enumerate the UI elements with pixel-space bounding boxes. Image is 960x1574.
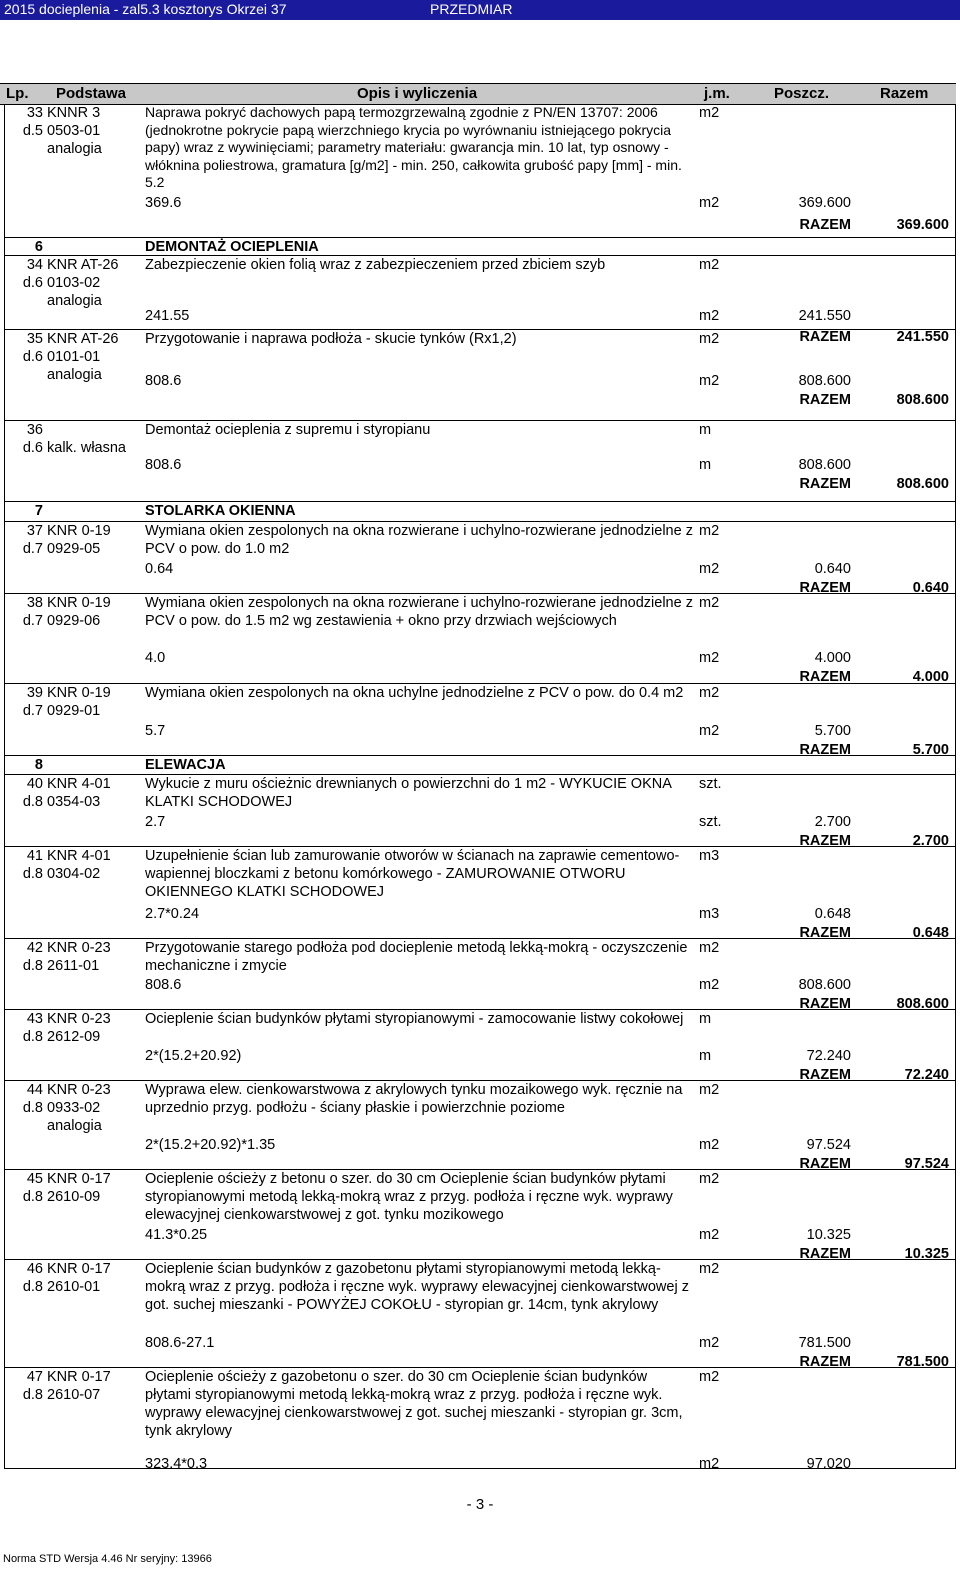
partial-quantity: 10.325 [806,1227,851,1243]
item-chapter: d.6 [22,275,43,291]
partial-quantity: 2.700 [814,814,851,830]
table-row [5,329,955,421]
section-number: 7 [34,503,43,519]
table-row [5,1080,955,1170]
total-value: 0.640 [912,580,949,596]
table-row [5,104,955,237]
calc-unit: m2 [699,195,720,211]
table-row [5,1367,955,1472]
description: Naprawa pokryć dachowych papą termozgrzewalną zgodnie z PN/EN 13707: 2006 (jednokrotne pokrycie papą wierzchniego krycia po wyrównaniu istniejącego pokrycia papy) wraz z wywinięciami; parametry materiału: gwarancja min. 10 lat, typ osnowy - włóknina poliestrowa, gramatura [g/m2] - min. 250, całkowita grubość papy [mm] - min. 5.2 [145,104,682,190]
basis-line: KNR AT-26 [47,331,119,347]
basis-line: KNR AT-26 [47,257,119,273]
item-chapter: d.6 [22,349,43,365]
basis-line: 2610-09 [47,1189,101,1205]
item-number: 35 [26,331,43,347]
item-number: 44 [26,1082,43,1098]
unit: m2 [699,1261,720,1277]
basis-line: analogia [47,293,102,309]
total-value: 2.700 [912,833,949,849]
item-chapter: d.8 [22,794,43,810]
table-row [5,774,955,847]
basis-line: 0503-01 [47,123,101,139]
basis-line: KNR 0-23 [47,1011,111,1027]
item-chapter: d.7 [22,541,43,557]
unit: m2 [699,940,720,956]
description: Demontaż ocieplenia z supremu i styropianu [145,422,431,438]
item-chapter: d.8 [22,1029,43,1045]
item-chapter: d.6 [22,440,43,456]
unit: m3 [699,848,720,864]
total-value: 241.550 [896,329,949,345]
item-number: 40 [26,776,43,792]
section-title: STOLARKA OKIENNA [145,503,296,519]
total-label: RAZEM [799,996,851,1012]
page-number: - 3 - [466,1496,494,1513]
calc-unit: m2 [699,1227,720,1243]
unit: m2 [699,331,720,347]
basis-line: KNR 4-01 [47,848,111,864]
table-row [5,1259,955,1368]
item-chapter: d.8 [22,958,43,974]
description: Uzupełnienie ścian lub zamurowanie otworów w ścianach na zaprawie cementowo-wapiennej bloczkami z betonu komórkowego - ZAMUROWANIE OTWORU OKIENNEGO KLATKI SCHODOWEJ [145,848,680,900]
total-value: 808.600 [896,392,949,408]
header-razem: Razem [880,85,929,102]
table-row [5,846,955,939]
partial-quantity: 97.020 [806,1456,851,1472]
table-row [5,593,955,684]
total-label: RAZEM [799,1156,851,1172]
description: Wymiana okien zespolonych na okna uchylne jednodzielne z PCV o pow. do 0.4 m2 [145,685,684,701]
item-number: 38 [26,595,43,611]
total-value: 10.325 [904,1246,949,1262]
header-jm: j.m. [704,85,730,102]
item-chapter: d.7 [22,703,43,719]
total-value: 808.600 [896,476,949,492]
item-number: 39 [26,685,43,701]
section-row [5,237,955,256]
unit: m2 [699,1171,720,1187]
basis-line: 2610-01 [47,1279,101,1295]
calc-unit: szt. [699,814,722,830]
calculation: 5.7 [145,723,166,739]
description: Przygotowanie i naprawa podłoża - skucie tynków (Rx1,2) [145,331,517,347]
description: Wykucie z muru ościeżnic drewnianych o powierzchni do 1 m2 - WYKUCIE OKNA KLATKI SCHODOWEJ [145,776,672,810]
partial-quantity: 808.600 [798,373,851,389]
calculation: 2.7 [145,814,166,830]
partial-quantity: 241.550 [798,308,851,324]
total-value: 781.500 [896,1354,949,1370]
partial-quantity: 72.240 [806,1048,851,1064]
partial-quantity: 808.600 [798,457,851,473]
total-label: RAZEM [799,925,851,941]
item-chapter: d.8 [22,1387,43,1403]
calculation: 2*(15.2+20.92) [145,1048,242,1064]
basis-line: 2612-09 [47,1029,101,1045]
item-chapter: d.7 [22,613,43,629]
basis-line: kalk. własna [47,440,126,456]
calculation: 808.6-27.1 [145,1335,215,1351]
total-label: RAZEM [799,1067,851,1083]
section-number: 6 [34,239,43,255]
calculation: 2*(15.2+20.92)*1.35 [145,1137,276,1153]
total-value: 72.240 [904,1067,949,1083]
table-row [5,420,955,502]
basis-line: KNR 0-17 [47,1171,111,1187]
total-label: RAZEM [799,833,851,849]
total-value: 4.000 [912,669,949,685]
document-type: PRZEDMIAR [430,1,513,17]
calculation: 0.64 [145,561,174,577]
total-value: 0.648 [912,925,949,941]
unit: m2 [699,595,720,611]
unit: szt. [699,776,722,792]
section-title: DEMONTAŻ OCIEPLENIA [145,239,319,255]
partial-quantity: 97.524 [806,1137,851,1153]
partial-quantity: 5.700 [814,723,851,739]
basis-line: 0929-06 [47,613,101,629]
basis-line: KNNR 3 [47,105,101,121]
table-row [5,938,955,1010]
basis-line: KNR 0-23 [47,1082,111,1098]
basis-line: analogia [47,141,102,157]
item-number: 34 [26,257,43,273]
calc-unit: m2 [699,1335,720,1351]
item-number: 43 [26,1011,43,1027]
calc-unit: m2 [699,650,720,666]
basis-line: 0929-01 [47,703,101,719]
section-number: 8 [34,757,43,773]
basis-line: 0304-02 [47,866,101,882]
project-title: 2015 docieplenia - zal5.3 kosztorys Okrzei 37 [4,1,287,17]
item-number: 45 [26,1171,43,1187]
description: Wymiana okien zespolonych na okna rozwierane i uchylno-rozwierane jednodzielne z PCV o pow. do 1.0 m2 [145,523,693,557]
basis-line: 0103-02 [47,275,101,291]
calc-unit: m2 [699,723,720,739]
total-label: RAZEM [799,669,851,685]
calculation: 369.6 [145,195,182,211]
total-label: RAZEM [799,1246,851,1262]
total-value: 5.700 [912,742,949,758]
calc-unit: m2 [699,977,720,993]
item-chapter: d.8 [22,1189,43,1205]
basis-line: 0929-05 [47,541,101,557]
item-number: 47 [26,1369,43,1385]
unit: m [699,1011,712,1027]
description: Ocieplenie ościeży z betonu o szer. do 30 cm Ocieplenie ścian budynków płytami styropianowymi metodą lekką-mokrą wraz z przyg. podłoża i ręczne wyk. wyprawy elewacyjnej cienkowarstwowej z got. tynku mozikowego [145,1171,673,1223]
total-value: 808.600 [896,996,949,1012]
table-row [5,683,955,756]
basis-line: 0933-02 [47,1100,101,1116]
table-row [5,521,955,594]
table-row [5,1169,955,1260]
basis-line: KNR 0-17 [47,1261,111,1277]
calculation: 2.7*0.24 [145,906,200,922]
document-header-bar [0,0,960,20]
partial-quantity: 369.600 [798,195,851,211]
unit: m2 [699,1369,720,1385]
total-label: RAZEM [799,580,851,596]
partial-quantity: 781.500 [798,1335,851,1351]
basis-line: 2611-01 [47,958,100,974]
table-row [5,1009,955,1081]
partial-quantity: 0.640 [814,561,851,577]
calc-unit: m2 [699,1456,720,1472]
estimate-table [4,104,956,1472]
unit: m2 [699,105,720,121]
calc-unit: m [699,1048,712,1064]
table-header [0,83,956,105]
calculation: 323.4*0.3 [145,1456,208,1472]
description: Wyprawa elew. cienkowarstwowa z akrylowych tynku mozaikowego wyk. ręcznie na uprzednio przyg. podłożu - ściany płaskie i powierzchnie poziome [145,1082,683,1116]
basis-line: KNR 0-17 [47,1369,111,1385]
unit: m [699,422,712,438]
header-opis: Opis i wyliczenia [357,85,478,102]
section-row [5,755,955,775]
header-lp: Lp. [6,85,29,102]
description: Ocieplenie ścian budynków płytami styropianowymi - zamocowanie listwy cokołowej [145,1011,684,1027]
basis-line: KNR 0-23 [47,940,111,956]
calculation: 41.3*0.25 [145,1227,208,1243]
total-label: RAZEM [799,742,851,758]
partial-quantity: 808.600 [798,977,851,993]
software-info: Norma STD Wersja 4.46 Nr seryjny: 13966 [3,1553,212,1565]
calculation: 808.6 [145,457,182,473]
calc-unit: m2 [699,561,720,577]
unit: m2 [699,257,720,273]
unit: m2 [699,685,720,701]
calculation: 808.6 [145,977,182,993]
basis-line: analogia [47,1118,102,1134]
description: Przygotowanie starego podłoża pod docieplenie metodą lekką-mokrą - oczyszczenie mechaniczne i zmycie [145,940,688,974]
item-number: 46 [26,1261,43,1277]
description: Ocieplenie ościeży z gazobetonu o szer. do 30 cm Ocieplenie ścian budynków płytami styropianowymi metodą lekką-mokrą wraz z przyg. podłoża i ręczne wyk. wyprawy elewacyjnej cienkowarstwowej z got. suchej mieszanki - styropian gr. 3cm, tynk akrylowy [145,1369,683,1439]
basis-line: analogia [47,367,102,383]
calc-unit: m2 [699,1137,720,1153]
description: Zabezpieczenie okien folią wraz z zabezpieczeniem przed zbiciem szyb [145,257,606,273]
description: Wymiana okien zespolonych na okna rozwierane i uchylno-rozwierane jednodzielne z PCV o pow. do 1.5 m2 wg zestawienia + okno przy drzwiach wejściowych [145,595,693,629]
item-number: 42 [26,940,43,956]
calculation: 241.55 [145,308,190,324]
total-label: RAZEM [799,217,851,233]
calculation: 4.0 [145,650,166,666]
item-chapter: d.8 [22,1100,43,1116]
calc-unit: m2 [699,308,720,324]
calculation: 808.6 [145,373,182,389]
calc-unit: m [699,457,712,473]
item-number: 41 [26,848,43,864]
total-label: RAZEM [799,392,851,408]
basis-line: KNR 0-19 [47,595,111,611]
unit: m2 [699,523,720,539]
calc-unit: m2 [699,373,720,389]
total-value: 369.600 [896,217,949,233]
basis-line: 0101-01 [47,349,101,365]
unit: m2 [699,1082,720,1098]
item-chapter: d.8 [22,866,43,882]
section-row [5,501,955,522]
item-chapter: d.8 [22,1279,43,1295]
item-number: 37 [26,523,43,539]
basis-line: 2610-07 [47,1387,101,1403]
basis-line: KNR 4-01 [47,776,111,792]
item-number: 36 [26,422,43,438]
header-podstawa: Podstawa [56,85,127,102]
total-label: RAZEM [799,1354,851,1370]
description: Ocieplenie ścian budynków z gazobetonu płytami styropianowymi metodą lekką-mokrą wraz z przyg. podłoża i ręczne wyk. wyprawy elewacyjnej cienkowarstwowej z got. suchej mieszanki - POWYŻEJ COKOŁU - styropian gr. 14cm, tynk akrylowy [145,1261,689,1313]
partial-quantity: 0.648 [814,906,851,922]
total-label: RAZEM [799,329,851,345]
header-poszcz: Poszcz. [774,85,830,102]
total-label: RAZEM [799,476,851,492]
partial-quantity: 4.000 [814,650,851,666]
section-title: ELEWACJA [145,757,226,773]
basis-line: KNR 0-19 [47,685,111,701]
calc-unit: m3 [699,906,720,922]
item-chapter: d.5 [22,123,43,139]
basis-line: 0354-03 [47,794,101,810]
total-value: 97.524 [904,1156,949,1172]
basis-line: KNR 0-19 [47,523,111,539]
item-number: 33 [26,105,43,121]
